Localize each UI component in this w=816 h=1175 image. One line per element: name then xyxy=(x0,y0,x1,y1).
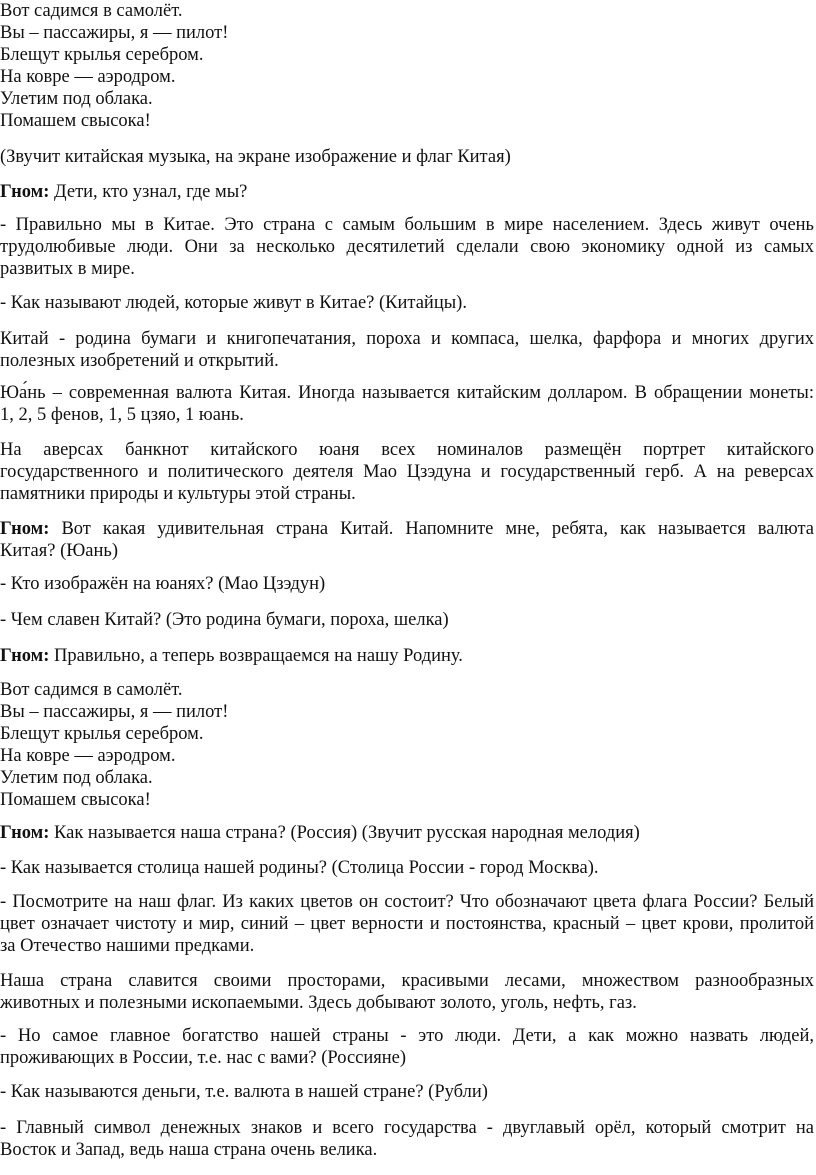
gnome-line-3: Гном: Правильно, а теперь возвращаемся на нашу Родину. xyxy=(0,646,463,666)
speaker-label: Гном: xyxy=(0,519,50,539)
gnome-line-2: Гном: Вот какая удивительная страна Китай. Напомните мне, ребята, как называется валюта Китая? (Юань) xyxy=(0,519,814,561)
poem-line: Вы – пассажиры, я — пилот! xyxy=(0,702,229,722)
poem-line: На ковре — аэродром. xyxy=(0,67,176,87)
paragraph-china-famous: - Чем славен Китай? (Это родина бумаги, пороха, шелка) xyxy=(0,610,449,630)
paragraph-russia-spaces: Наша страна славится своими просторами, красивыми лесами, множеством разнообразных животных и полезными ископаемыми. Здесь добывают золото, уголь, нефть, газ. xyxy=(0,971,814,1013)
poem-line: Помашем свысока! xyxy=(0,111,151,131)
poem-return-home xyxy=(0,679,814,811)
paragraph-currency: - Как называются деньги, т.е. валюта в нашей стране? (Рубли) xyxy=(0,1082,488,1102)
speaker-label: Гном: xyxy=(0,823,50,843)
stage-direction-china: (Звучит китайская музыка, на экране изображение и флаг Китая) xyxy=(0,147,511,167)
paragraph-flag: - Посмотрите на наш флаг. Из каких цветов он состоит? Что обозначают цвета флага России? Белый цвет означает чистоту и мир, синий – цвет верности и постоянства, красный – цвет крови, пролитой за Отечество нашими предками. xyxy=(0,892,814,956)
paragraph-capital: - Как называется столица нашей родины? (Столица России - город Москва). xyxy=(0,858,599,878)
poem-line: Помашем свысока! xyxy=(0,790,151,810)
poem-line: Улетим под облака. xyxy=(0,89,153,109)
poem-line: Улетим под облака. xyxy=(0,768,153,788)
paragraph-russians: - Но самое главное богатство нашей страны - это люди. Дети, а как можно назвать людей, проживающих в России, т.е. нас с вами? (Россияне) xyxy=(0,1026,814,1068)
paragraph-state-symbol: - Главный символ денежных знаков и всего государства - двуглавый орёл, который смотрит на Восток и Запад, ведь наша страна очень велика. xyxy=(0,1118,814,1160)
poem-line: Вы – пассажиры, я — пилот! xyxy=(0,23,229,43)
paragraph-inventions: Китай - родина бумаги и книгопечатания, пороха и компаса, шелка, фарфора и многих других полезных изобретений и открытий. xyxy=(0,329,814,371)
paragraph-who-on-yuan: - Кто изображён на юанях? (Мао Цзэдун) xyxy=(0,574,326,594)
speaker-label: Гном: xyxy=(0,646,50,666)
paragraph-yuan: Юа́нь – современная валюта Китая. Иногда называется китайским долларом. В обращении монеты: 1, 2, 5 фенов, 1, 5 цзяо, 1 юань. xyxy=(0,383,814,425)
paragraph-people-question: - Как называют людей, которые живут в Китае? (Китайцы). xyxy=(0,293,467,313)
poem-line: Блещут крылья серебром. xyxy=(0,724,204,744)
poem-line: Вот садимся в самолёт. xyxy=(0,680,183,700)
paragraph-china-intro: - Правильно мы в Китае. Это страна с самым большим в мире населением. Здесь живут очень трудолюбивые люди. Они за несколько десятилетий сделали свою экономику одной из самых развитых в мире. xyxy=(0,215,814,279)
speaker-label: Гном: xyxy=(0,182,50,202)
paragraph-banknotes: На аверсах банкнот китайского юаня всех номиналов размещён портрет китайского государственного и политического деятеля Мао Цзэдуна и государственный герб. А на реверсах памятники природы и культуры этой страны. xyxy=(0,440,814,504)
gnome-line-4: Гном: Как называется наша страна? (Россия) (Звучит русская народная мелодия) xyxy=(0,823,640,843)
poem-line: Вот садимся в самолёт. xyxy=(0,1,183,21)
gnome-line-1: Гном: Дети, кто узнал, где мы? xyxy=(0,182,248,202)
poem-line: Блещут крылья серебром. xyxy=(0,45,204,65)
poem-departure-china xyxy=(0,0,814,132)
poem-line: На ковре — аэродром. xyxy=(0,746,176,766)
